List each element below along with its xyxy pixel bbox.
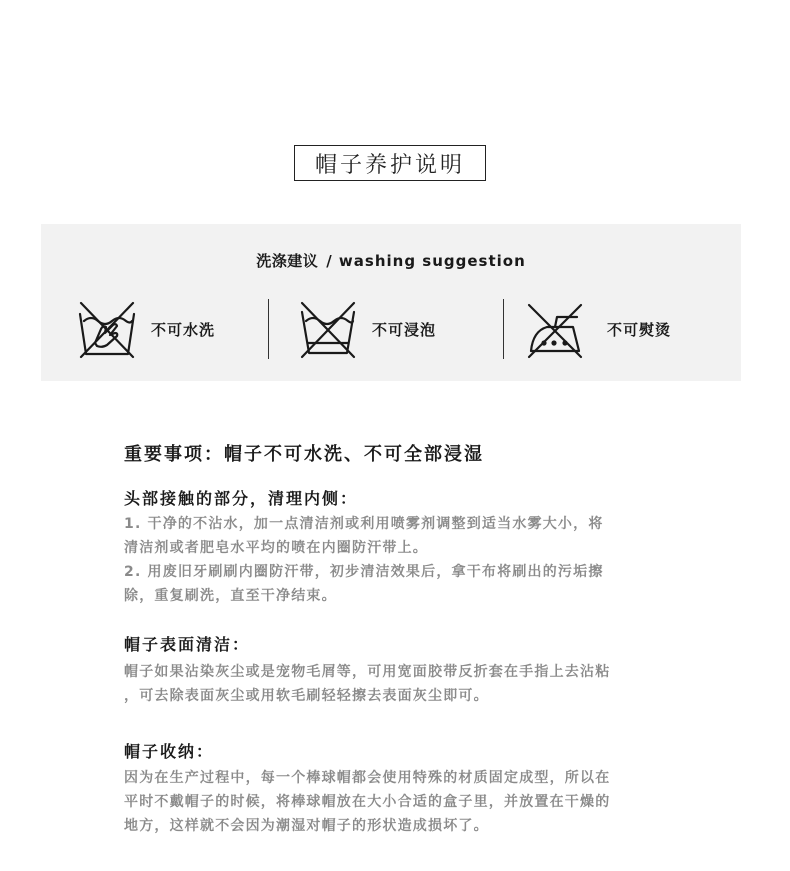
paragraph-line: 清洁剂或者肥皂水平均的喷在内圈防汗带上。	[124, 540, 428, 556]
section-title-inner-clean: 头部接触的部分，清理内侧：	[124, 489, 359, 508]
section-title-surface-clean: 帽子表面清洁：	[124, 635, 251, 654]
paragraph-line: 1. 干净的不沾水，加一点清洁剂或利用喷雾剂调整到适当水雾大小，将	[124, 516, 604, 532]
care-label-no-wash: 不可水洗	[151, 320, 216, 339]
care-item-no-soak	[298, 298, 436, 360]
paragraph-line: 2. 用废旧牙刷刷内圈防汗带，初步清洁效果后，拿干布将刷出的污垢擦	[124, 564, 604, 580]
no-soak-icon	[298, 299, 358, 359]
care-item-no-iron	[525, 298, 671, 360]
no-hand-wash-icon	[77, 299, 137, 359]
section-body-storage	[124, 766, 669, 838]
washing-heading	[41, 250, 741, 271]
paragraph-line: ，可去除表面灰尘或用软毛刷轻轻擦去表面灰尘即可。	[124, 688, 489, 704]
section-body-inner-clean	[124, 512, 669, 608]
washing-heading-cn: 洗涤建议	[256, 252, 319, 270]
paragraph-line: 平时不戴帽子的时候，将棒球帽放在大小合适的盒子里，并放置在干燥的	[124, 794, 611, 810]
paragraph-line: 帽子如果沾染灰尘或是宠物毛屑等，可用宽面胶带反折套在手指上去沾粘	[124, 664, 611, 680]
paragraph-line: 除，重复刷洗，直至干净结束。	[124, 588, 337, 604]
care-item-no-wash	[77, 298, 215, 360]
care-label-no-soak: 不可浸泡	[372, 320, 437, 339]
washing-heading-en: / washing suggestion	[326, 252, 526, 270]
washing-suggestion-panel	[41, 224, 741, 381]
divider	[268, 299, 269, 359]
section-title-storage: 帽子收纳：	[124, 742, 215, 761]
divider	[503, 299, 504, 359]
paragraph-line: 因为在生产过程中，每一个棒球帽都会使用特殊的材质固定成型，所以在	[124, 770, 611, 786]
no-iron-icon	[525, 299, 585, 359]
important-note: 重要事项：帽子不可水洗、不可全部浸湿	[124, 444, 484, 465]
section-body-surface-clean	[124, 660, 669, 708]
page-title: 帽子养护说明	[294, 145, 486, 181]
paragraph-line: 地方，这样就不会因为潮湿对帽子的形状造成损坏了。	[124, 818, 489, 834]
care-label-no-iron: 不可熨烫	[607, 320, 672, 339]
